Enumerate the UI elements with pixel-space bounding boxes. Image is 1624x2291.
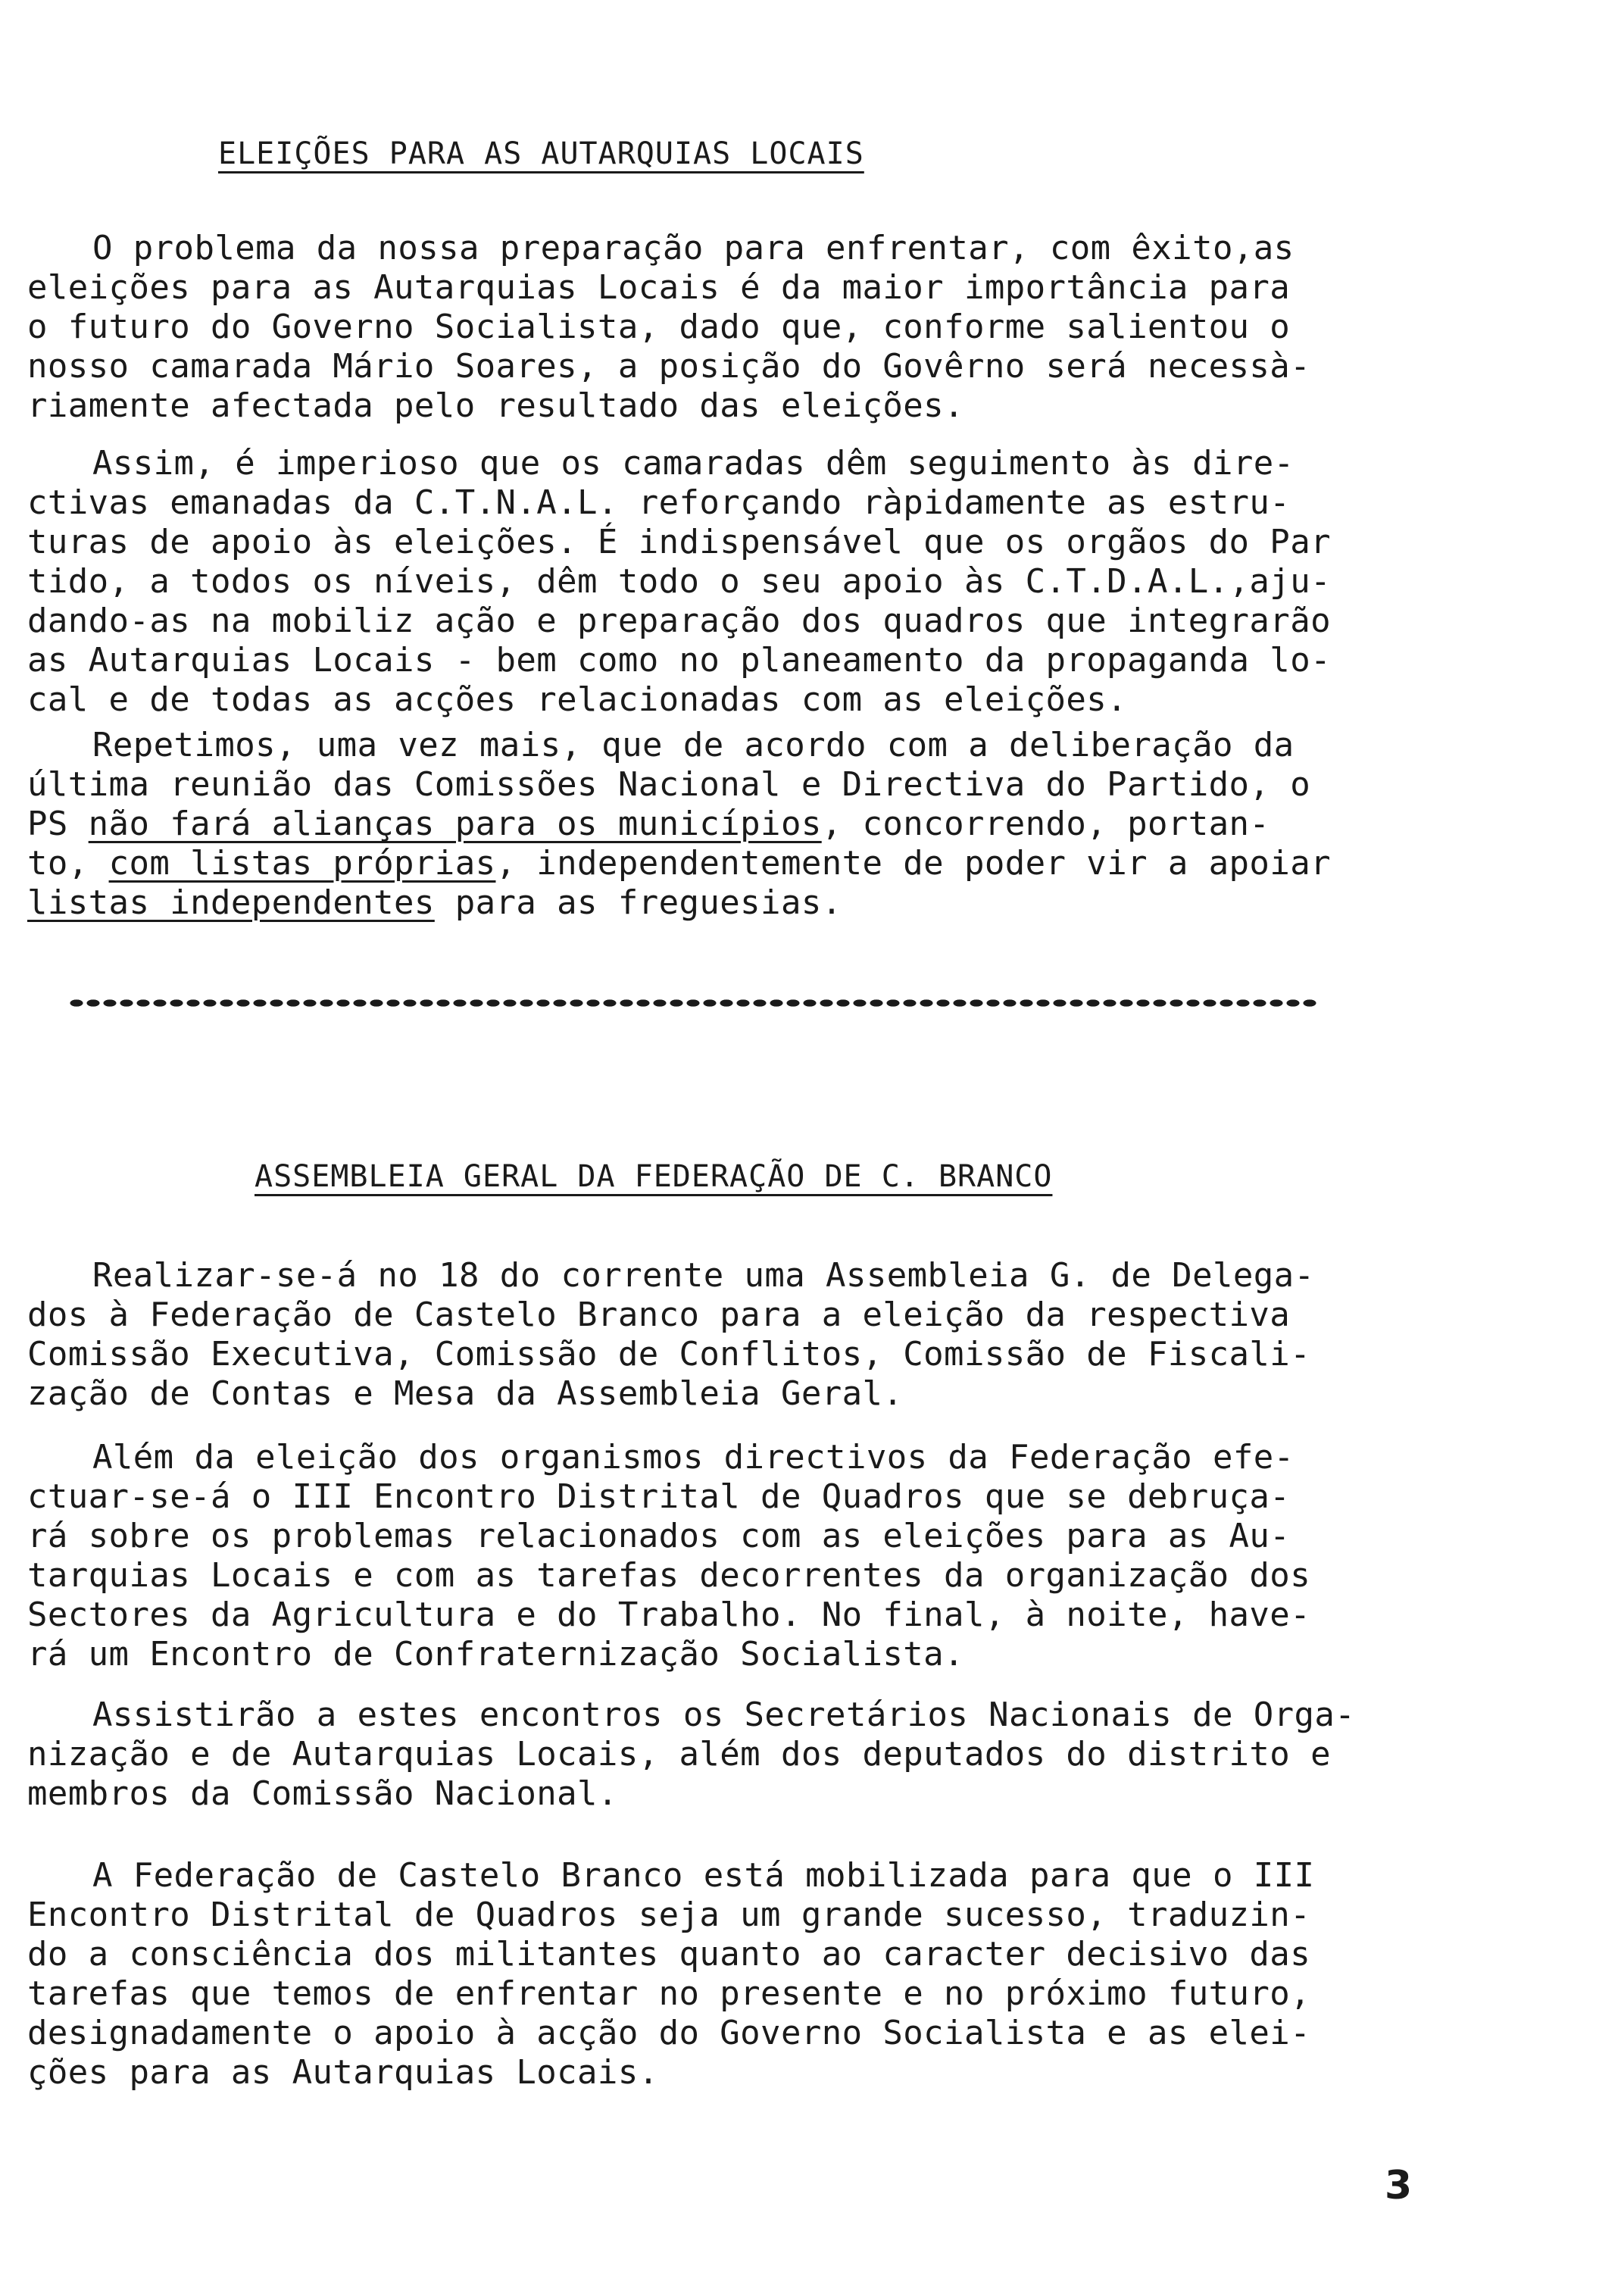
text-line: cal e de todas as acções relacionadas com as eleições. <box>27 680 1128 719</box>
text-line: zação de Contas e Mesa da Assembleia Geral. <box>27 1374 904 1413</box>
text-line: as Autarquias Locais - bem como no planeamento da propaganda lo- <box>27 641 1331 680</box>
text-line <box>27 805 1466 844</box>
text-line: Assistirão a estes encontros os Secretários Nacionais de Orga- <box>92 1696 1356 1734</box>
text-fragment: , independentemente de poder vir a apoiar <box>495 844 1331 883</box>
text-line: Realizar-se-á no 18 do corrente uma Assembleia G. de Delega- <box>92 1256 1315 1295</box>
text-line: última reunião das Comissões Nacional e Directiva do Partido, o <box>27 765 1311 804</box>
text-fragment: para as freguesias. <box>434 883 842 922</box>
text-line: A Federação de Castelo Branco está mobilizada para que o III <box>92 1856 1315 1895</box>
text-line: do a consciência dos militantes quanto ao caracter decisivo das <box>27 1935 1311 1974</box>
text-line: riamente afectada pelo resultado das eleições. <box>27 386 964 425</box>
text-line: Assim, é imperioso que os camaradas dêm seguimento às dire- <box>92 444 1295 483</box>
text-line: rá sobre os problemas relacionados com as eleições para as Au- <box>27 1517 1291 1555</box>
text-line: ções para as Autarquias Locais. <box>27 2053 659 2092</box>
paragraph <box>27 1856 1466 2093</box>
paragraph <box>27 726 1466 923</box>
page-number: 3 <box>1385 2163 1413 2208</box>
text-line: Sectores da Agricultura e do Trabalho. No final, à noite, have- <box>27 1596 1311 1634</box>
paragraph <box>27 1438 1466 1674</box>
text-fragment: PS <box>27 805 89 843</box>
text-line <box>27 844 1466 883</box>
section-separator <box>68 999 1318 1008</box>
text-fragment: to, <box>27 844 109 883</box>
underlined-phrase: não fará alianças para os municípios <box>88 805 822 843</box>
text-line: membros da Comissão Nacional. <box>27 1774 618 1813</box>
text-line: designadamente o apoio à acção do Governo Socialista e as elei- <box>27 2014 1311 2052</box>
text-line: nosso camarada Mário Soares, a posição do Govêrno será necessà- <box>27 347 1311 386</box>
text-line: dando-as na mobiliz ação e preparação dos quadros que integrarão <box>27 602 1331 640</box>
text-line: dos à Federação de Castelo Branco para a eleição da respectiva <box>27 1296 1291 1334</box>
underlined-phrase: com listas próprias <box>108 844 496 883</box>
text-line: eleições para as Autarquias Locais é da maior importância para <box>27 268 1291 307</box>
text-line: nização e de Autarquias Locais, além dos deputados do distrito e <box>27 1735 1331 1774</box>
text-line: Comissão Executiva, Comissão de Conflitos, Comissão de Fiscali- <box>27 1335 1311 1374</box>
paragraph <box>27 444 1466 720</box>
underlined-phrase: listas independentes <box>27 883 435 922</box>
text-line: o futuro do Governo Socialista, dado que, conforme salientou o <box>27 308 1291 346</box>
paragraph <box>27 229 1466 426</box>
text-fragment: , concorrendo, portan- <box>821 805 1270 843</box>
paragraph <box>27 1696 1466 1814</box>
paragraph <box>27 1256 1466 1414</box>
section-heading-assembleia: ASSEMBLEIA GERAL DA FEDERAÇÃO DE C. BRANCO <box>255 1159 1053 1194</box>
text-line: Além da eleição dos organismos directivos da Federação efe- <box>92 1438 1295 1477</box>
text-line: ctivas emanadas da C.T.N.A.L. reforçando ràpidamente as estru- <box>27 483 1291 522</box>
text-line: turas de apoio às eleições. É indispensável que os orgãos do Par <box>27 523 1331 561</box>
section-heading-eleicoes: ELEIÇÕES PARA AS AUTARQUIAS LOCAIS <box>218 136 864 171</box>
text-line <box>27 883 1466 923</box>
text-line: ctuar-se-á o III Encontro Distrital de Quadros que se debruça- <box>27 1477 1291 1516</box>
text-line: O problema da nossa preparação para enfrentar, com êxito,as <box>92 229 1295 267</box>
text-line: Encontro Distrital de Quadros seja um grande sucesso, traduzin- <box>27 1896 1311 1934</box>
text-line: tido, a todos os níveis, dêm todo o seu apoio às C.T.D.A.L.,aju- <box>27 562 1331 601</box>
text-line: tarquias Locais e com as tarefas decorrentes da organização dos <box>27 1556 1311 1595</box>
text-line: rá um Encontro de Confraternização Socialista. <box>27 1635 964 1674</box>
text-line: Repetimos, uma vez mais, que de acordo com a deliberação da <box>92 726 1295 764</box>
text-line: tarefas que temos de enfrentar no presente e no próximo futuro, <box>27 1974 1311 2013</box>
